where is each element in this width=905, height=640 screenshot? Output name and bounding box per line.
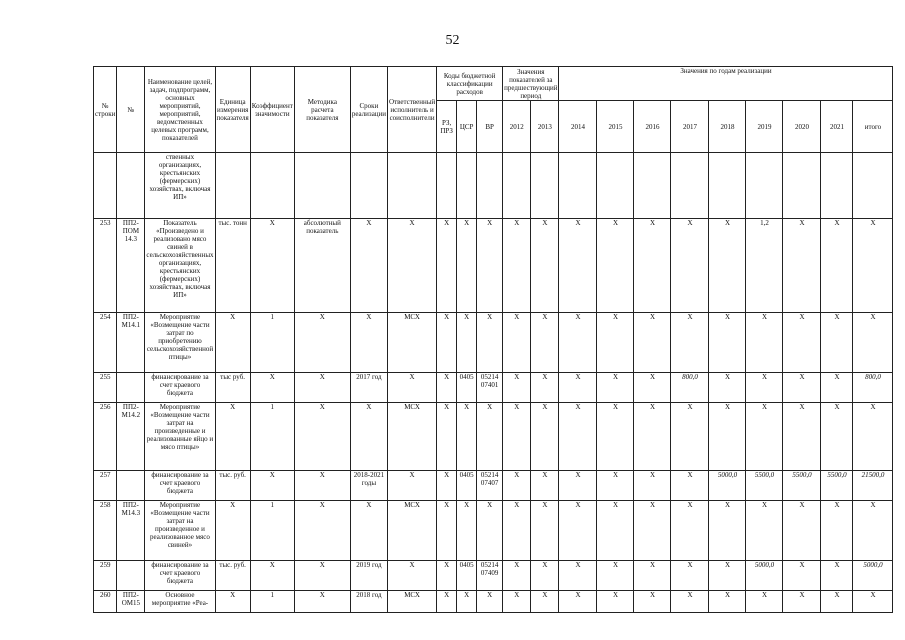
row-value-2016: X: [634, 313, 671, 373]
row-method: X: [294, 373, 350, 403]
row-value-2019: X: [746, 591, 783, 613]
row-value-2017: X: [671, 591, 709, 613]
row-value-2015: X: [597, 219, 634, 313]
table-row: [94, 591, 893, 613]
header-prior-values: Значения показателей за предшествующий период: [504, 67, 558, 100]
row-number: 255: [94, 373, 117, 403]
row-total: X: [853, 501, 893, 561]
row-csr: 0405: [457, 373, 477, 403]
row-value-2015: X: [597, 313, 634, 373]
row-executor: X: [388, 561, 437, 591]
row-number: 260: [94, 591, 117, 613]
row-executor: [388, 153, 437, 219]
table-row: [94, 373, 893, 403]
row-value-2018: X: [709, 403, 746, 471]
header-coef: Коэффициент значимости: [250, 67, 294, 153]
row-executor: МСХ: [388, 501, 437, 561]
row-rz: X: [437, 501, 457, 561]
row-value-2017: X: [671, 561, 709, 591]
row-name: финансирование за счет краевого бюджета: [145, 373, 215, 403]
row-number: 253: [94, 219, 117, 313]
row-value-2012: X: [503, 591, 531, 613]
row-value-2021: X: [821, 561, 853, 591]
row-method: абсолютный показатель: [294, 219, 350, 313]
row-value-2016: X: [634, 373, 671, 403]
row-coef: [250, 153, 294, 219]
header-rz: РЗ, ПРЗ: [437, 101, 457, 153]
row-value-2017: X: [671, 471, 709, 501]
row-value-2019: 5000,0: [746, 561, 783, 591]
row-term: [350, 153, 387, 219]
row-value-2016: X: [634, 591, 671, 613]
row-name: финансирование за счет краевого бюджета: [145, 561, 215, 591]
row-value-2021: X: [821, 313, 853, 373]
row-number: 259: [94, 561, 117, 591]
row-value-2017: 800,0: [671, 373, 709, 403]
row-value-2015: X: [597, 373, 634, 403]
row-value-2016: [634, 153, 671, 219]
row-value-2012: X: [503, 501, 531, 561]
row-name: Мероприятие «Возмещение части затрат на произведенное и реализованное мясо свиней»: [145, 501, 215, 561]
row-value-2012: X: [503, 219, 531, 313]
row-coef: 1: [250, 403, 294, 471]
row-value-2015: X: [597, 403, 634, 471]
row-value-2020: X: [783, 501, 821, 561]
row-value-2017: [671, 153, 709, 219]
header-year-2017: 2017: [671, 101, 709, 153]
row-total: X: [853, 219, 893, 313]
row-number: 256: [94, 403, 117, 471]
row-coef: 1: [250, 591, 294, 613]
row-coef: X: [250, 219, 294, 313]
row-code: ПП2-ОМ15: [117, 591, 145, 613]
row-coef: X: [250, 561, 294, 591]
row-coef: 1: [250, 501, 294, 561]
header-total: итого: [853, 101, 893, 153]
row-value-2021: X: [821, 373, 853, 403]
row-term: X: [350, 501, 387, 561]
row-rz: [437, 153, 457, 219]
row-value-2015: X: [597, 501, 634, 561]
row-value-2015: [597, 153, 634, 219]
row-term: X: [350, 219, 387, 313]
row-coef: X: [250, 471, 294, 501]
row-name: Показатель «Произведено и реализовано мясо свиней в сельскохозяйственных организациях, крестьянских (фермерских) хозяйствах, включая ИП»: [145, 219, 215, 313]
row-method: X: [294, 591, 350, 613]
row-total: [853, 153, 893, 219]
header-executor: Ответственный исполнитель и соисполнители: [388, 67, 437, 153]
row-value-2019: X: [746, 403, 783, 471]
row-value-2014: X: [559, 373, 597, 403]
row-value-2013: X: [531, 403, 559, 471]
row-unit: X: [215, 591, 250, 613]
row-method: [294, 153, 350, 219]
row-unit: тыс. руб.: [215, 471, 250, 501]
row-value-2014: X: [559, 313, 597, 373]
table-row: [94, 501, 893, 561]
row-number: [94, 153, 117, 219]
row-value-2014: X: [559, 403, 597, 471]
row-value-2021: 5500,0: [821, 471, 853, 501]
header-year-2021: 2021: [821, 101, 853, 153]
row-value-2018: X: [709, 373, 746, 403]
row-value-2013: X: [531, 219, 559, 313]
row-code: ПП2-М14.2: [117, 403, 145, 471]
row-csr: 0405: [457, 471, 477, 501]
row-total: 5000,0: [853, 561, 893, 591]
row-term: 2018 год: [350, 591, 387, 613]
row-code: [117, 561, 145, 591]
row-code: [117, 153, 145, 219]
row-total: X: [853, 403, 893, 471]
row-code: ПП2-М14.3: [117, 501, 145, 561]
row-value-2018: X: [709, 591, 746, 613]
table-row: [94, 153, 893, 219]
row-name: финансирование за счет краевого бюджета: [145, 471, 215, 501]
row-value-2014: X: [559, 501, 597, 561]
row-unit: X: [215, 403, 250, 471]
row-code: ПП2-ПОМ 14.3: [117, 219, 145, 313]
row-value-2021: X: [821, 219, 853, 313]
row-value-2013: X: [531, 561, 559, 591]
row-value-2014: X: [559, 561, 597, 591]
header-year-2016: 2016: [634, 101, 671, 153]
row-value-2021: X: [821, 591, 853, 613]
row-value-2018: X: [709, 561, 746, 591]
row-unit: тыс руб.: [215, 373, 250, 403]
row-value-2019: 5500,0: [746, 471, 783, 501]
row-value-2021: X: [821, 501, 853, 561]
header-budget-codes: Коды бюджетной классификации расходов: [437, 67, 503, 101]
header-vr: ВР: [477, 101, 503, 153]
row-term: X: [350, 403, 387, 471]
row-value-2012: X: [503, 561, 531, 591]
row-total: 800,0: [853, 373, 893, 403]
row-coef: 1: [250, 313, 294, 373]
row-executor: X: [388, 219, 437, 313]
row-value-2012: X: [503, 403, 531, 471]
row-value-2017: X: [671, 403, 709, 471]
row-value-2012: X: [503, 313, 531, 373]
row-value-2015: X: [597, 561, 634, 591]
header-year-values: Значения по годам реализации: [559, 67, 893, 101]
row-value-2017: X: [671, 219, 709, 313]
row-value-2019: X: [746, 373, 783, 403]
row-method: X: [294, 501, 350, 561]
header-year-2012: 2012: [503, 101, 531, 153]
row-value-2018: 5000,0: [709, 471, 746, 501]
row-value-2017: X: [671, 313, 709, 373]
budget-indicators-table: [93, 66, 893, 613]
row-term: 2017 год: [350, 373, 387, 403]
row-unit: X: [215, 313, 250, 373]
row-unit: тыс. тонн: [215, 219, 250, 313]
row-value-2020: [783, 153, 821, 219]
row-executor: МСХ: [388, 591, 437, 613]
header-code: №: [117, 67, 145, 153]
header-year-2015: 2015: [597, 101, 634, 153]
row-csr: 0405: [457, 561, 477, 591]
row-coef: X: [250, 373, 294, 403]
row-value-2020: X: [783, 373, 821, 403]
row-rz: X: [437, 591, 457, 613]
row-rz: X: [437, 403, 457, 471]
row-total: X: [853, 591, 893, 613]
row-value-2013: X: [531, 501, 559, 561]
header-csr: ЦСР: [457, 101, 477, 153]
row-term: 2018-2021 годы: [350, 471, 387, 501]
row-value-2014: [559, 153, 597, 219]
row-csr: X: [457, 219, 477, 313]
row-method: X: [294, 561, 350, 591]
row-executor: X: [388, 373, 437, 403]
header-year-2020: 2020: [783, 101, 821, 153]
row-value-2014: X: [559, 471, 597, 501]
row-method: X: [294, 471, 350, 501]
row-value-2014: X: [559, 591, 597, 613]
row-value-2020: X: [783, 591, 821, 613]
row-vr: X: [477, 501, 503, 561]
header-terms: Сроки реализации: [350, 67, 387, 153]
row-csr: X: [457, 403, 477, 471]
row-unit: X: [215, 501, 250, 561]
row-rz: X: [437, 373, 457, 403]
row-code: [117, 373, 145, 403]
header-year-2013: 2013: [531, 101, 559, 153]
row-value-2019: X: [746, 313, 783, 373]
row-method: X: [294, 313, 350, 373]
row-value-2013: [531, 153, 559, 219]
table-row: [94, 561, 893, 591]
header-year-2014: 2014: [559, 101, 597, 153]
row-value-2013: X: [531, 591, 559, 613]
row-vr: X: [477, 313, 503, 373]
row-value-2018: [709, 153, 746, 219]
row-value-2020: 5500,0: [783, 471, 821, 501]
row-value-2012: X: [503, 373, 531, 403]
row-value-2014: X: [559, 219, 597, 313]
row-executor: X: [388, 471, 437, 501]
row-code: ПП2-М14.1: [117, 313, 145, 373]
row-rz: X: [437, 561, 457, 591]
row-executor: МСХ: [388, 313, 437, 373]
row-rz: X: [437, 313, 457, 373]
row-name: Мероприятие «Возмещение части затрат на произведенные и реализованные яйцо и мясо птицы»: [145, 403, 215, 471]
row-value-2013: X: [531, 313, 559, 373]
header-year-2019: 2019: [746, 101, 783, 153]
row-vr: X: [477, 219, 503, 313]
row-value-2018: X: [709, 501, 746, 561]
row-value-2015: X: [597, 591, 634, 613]
row-number: 257: [94, 471, 117, 501]
row-rz: X: [437, 471, 457, 501]
row-total: 21500,0: [853, 471, 893, 501]
row-csr: X: [457, 313, 477, 373]
row-number: 258: [94, 501, 117, 561]
row-vr: 05214 07401: [477, 373, 503, 403]
row-executor: МСХ: [388, 403, 437, 471]
row-value-2016: X: [634, 561, 671, 591]
row-value-2015: X: [597, 471, 634, 501]
table-body: [94, 153, 893, 613]
row-value-2016: X: [634, 403, 671, 471]
row-term: X: [350, 313, 387, 373]
row-name: Мероприятие «Возмещение части затрат по приобретению сельскохозяйственной птицы»: [145, 313, 215, 373]
row-total: X: [853, 313, 893, 373]
row-value-2020: X: [783, 403, 821, 471]
row-vr: X: [477, 591, 503, 613]
row-csr: X: [457, 501, 477, 561]
row-value-2021: [821, 153, 853, 219]
row-name: ственных организациях, крестьянских (фермерских) хозяйствах, включая ИП»: [145, 153, 215, 219]
row-value-2020: X: [783, 313, 821, 373]
page-number: 52: [445, 33, 460, 48]
row-unit: тыс. руб.: [215, 561, 250, 591]
row-number: 254: [94, 313, 117, 373]
table-row: [94, 313, 893, 373]
row-value-2018: X: [709, 313, 746, 373]
row-value-2019: [746, 153, 783, 219]
row-value-2017: X: [671, 501, 709, 561]
row-value-2012: X: [503, 471, 531, 501]
row-term: 2019 год: [350, 561, 387, 591]
row-vr: 05214 07407: [477, 471, 503, 501]
row-code: [117, 471, 145, 501]
header-row-no: № строки: [94, 67, 117, 153]
row-value-2016: X: [634, 219, 671, 313]
table-header: [94, 67, 893, 153]
header-method: Методика расчета показателя: [294, 67, 350, 153]
row-method: X: [294, 403, 350, 471]
table-row: [94, 471, 893, 501]
row-value-2016: X: [634, 501, 671, 561]
header-year-2018: 2018: [709, 101, 746, 153]
header-name: Наименование целей, задач, подпрограмм, основных мероприятий, мероприятий, ведомственных целевых программ, показателей: [145, 67, 215, 153]
header-unit: Единица измерения показателя: [215, 67, 250, 153]
row-value-2020: X: [783, 561, 821, 591]
table-row: [94, 403, 893, 471]
row-unit: [215, 153, 250, 219]
table-row: [94, 219, 893, 313]
row-value-2013: X: [531, 373, 559, 403]
row-name: Основное мероприятие «Реа-: [145, 591, 215, 613]
row-value-2019: 1,2: [746, 219, 783, 313]
row-csr: X: [457, 591, 477, 613]
row-vr: [477, 153, 503, 219]
row-csr: [457, 153, 477, 219]
row-value-2018: X: [709, 219, 746, 313]
row-vr: 05214 07409: [477, 561, 503, 591]
row-value-2016: X: [634, 471, 671, 501]
row-value-2012: [503, 153, 531, 219]
row-vr: X: [477, 403, 503, 471]
row-value-2019: X: [746, 501, 783, 561]
row-value-2013: X: [531, 471, 559, 501]
row-rz: X: [437, 219, 457, 313]
row-value-2020: X: [783, 219, 821, 313]
row-value-2021: X: [821, 403, 853, 471]
